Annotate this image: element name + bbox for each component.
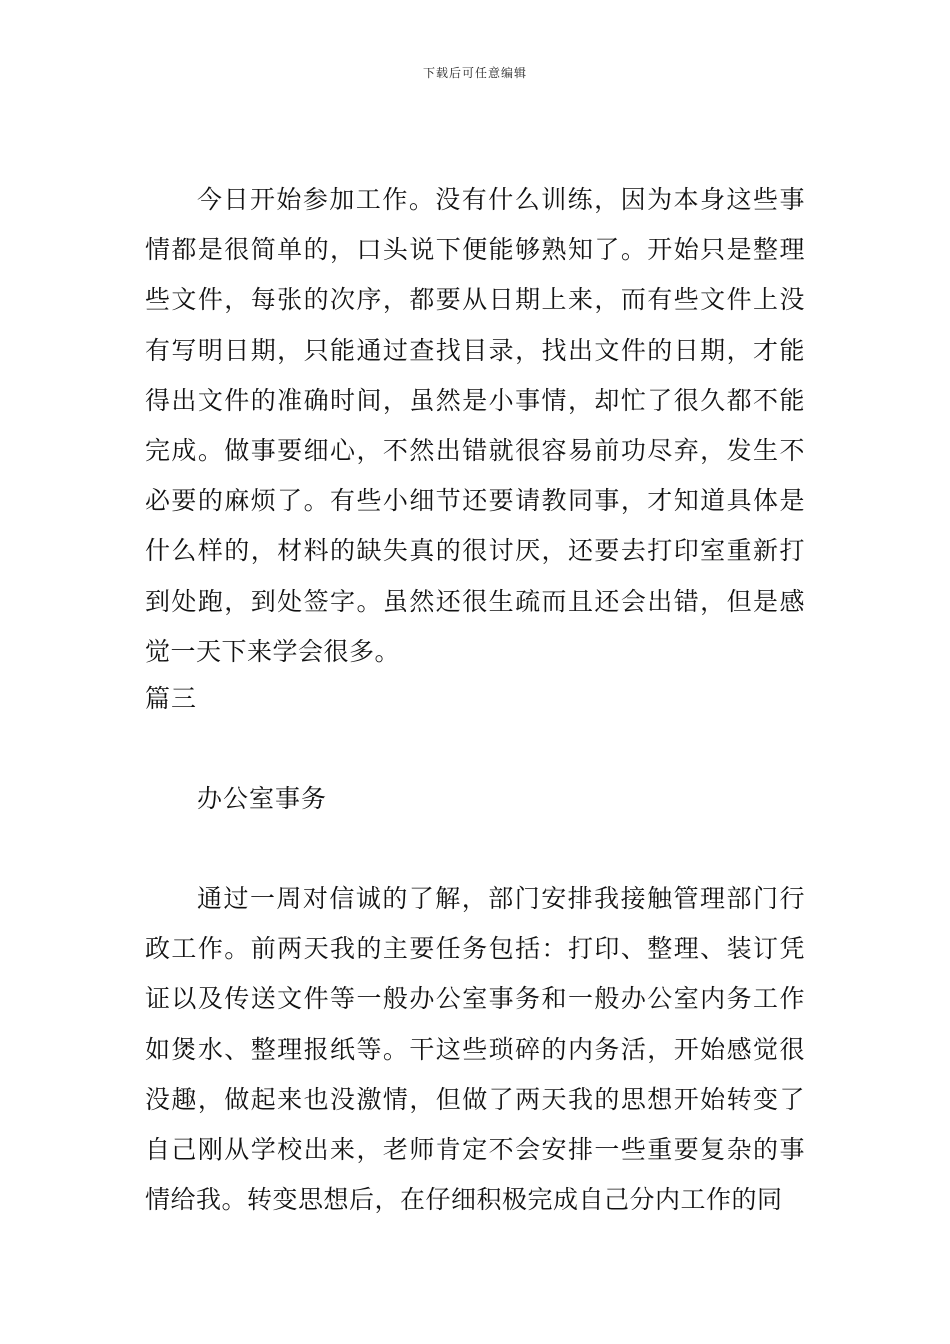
- page-header: 下载后可任意编辑: [422, 66, 527, 80]
- paragraph-2: 通过一周对信诚的了解，部门安排我接触管理部门行政工作。前两天我的主要任务包括：打印、整理、装订凭证以及传送文件等一般办公室事务和一般办公室内务工作如煲水、整理报纸等。干这些琐碎的内务活，开始感觉很没趣，做起来也没激情，但做了两天我的思想开始转变了自己刚从学校出来，老师肯定不会安排一些重要复杂的事情给我。转变思想后，在仔细积极完成自己分内工作的同: [145, 884, 805, 1215]
- section-title: 办公室事务: [197, 784, 328, 813]
- section-label: 篇三: [145, 684, 198, 713]
- paragraph-1: 今日开始参加工作。没有什么训练，因为本身这些事情都是很简单的，口头说下便能够熟知了。开始只是整理些文件，每张的次序，都要从日期上来，而有些文件上没有写明日期，只能通过查找目录，找出文件的日期，才能得出文件的准确时间，虽然是小事情，却忙了很久都不能完成。做事要细心，不然出错就很容易前功尽弃，发生不必要的麻烦了。有些小细节还要请教同事，才知道具体是什么样的，材料的缺失真的很讨厌，还要去打印室重新打到处跑，到处签字。虽然还很生疏而且还会出错，但是感觉一天下来学会很多。: [145, 185, 805, 666]
